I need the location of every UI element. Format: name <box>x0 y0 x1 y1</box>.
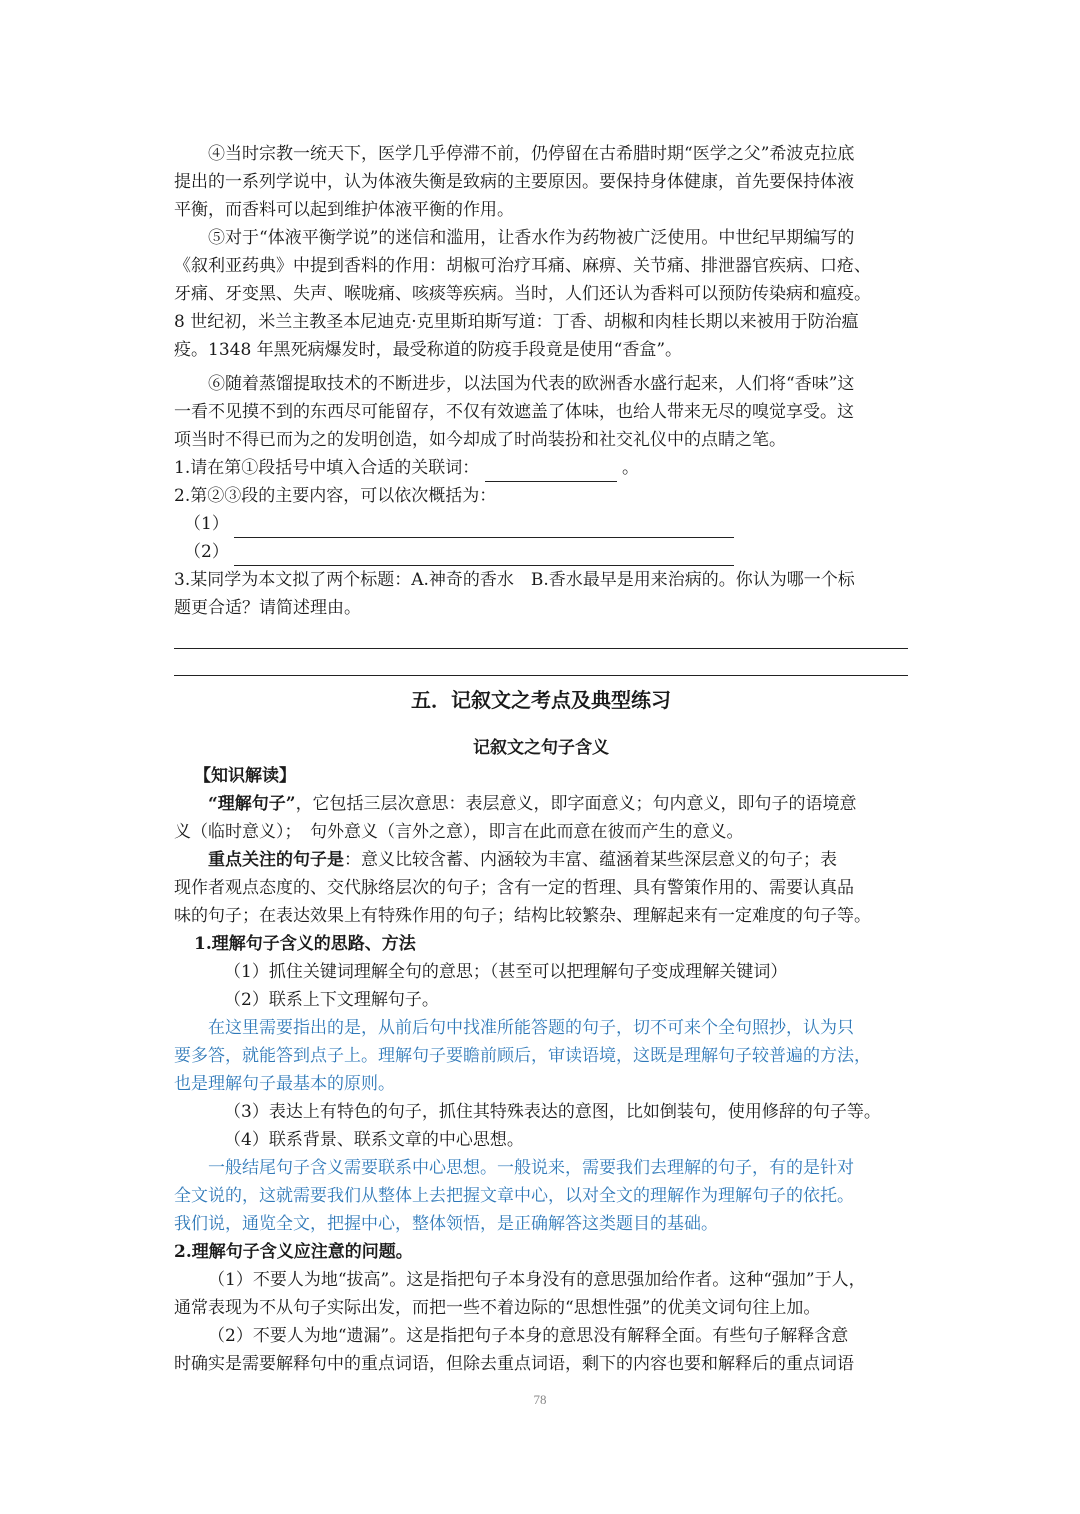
heading-1: 1.理解句子含义的思路、方法 <box>194 934 416 954</box>
text-line: 提出的一系列学说中，认为体液失衡是致病的主要原因。要保持身体健康，首先要保持体液 <box>174 172 854 192</box>
text-line: 牙痛、牙变黑、失声、喉咙痛、咳痰等疾病。当时，人们还认为香料可以预防传染病和瘟疫。 <box>174 284 871 304</box>
paragraph-4 <box>174 140 908 224</box>
text-line: 要多答，就能答到点子上。理解句子要瞻前顾后，审读语境，这既是理解句子较普遍的方法， <box>174 1046 871 1066</box>
text-line: 时确实是需要解释句中的重点词语，但除去重点词语，剩下的内容也要和解释后的重点词语 <box>174 1354 854 1374</box>
question-2-item-1 <box>174 510 908 538</box>
paragraph-6 <box>174 370 908 454</box>
text-span: ：意义比较含蓄、内涵较为丰富、蕴涵着某些深层意义的句子；表 <box>344 850 837 870</box>
question-1-end: 。 <box>622 458 640 478</box>
question-2: 2.第②③段的主要内容，可以依次概括为： <box>174 486 497 506</box>
note-2 <box>174 1322 908 1378</box>
text-line: ⑥随着蒸馏提取技术的不断进步，以法国为代表的欧洲香水盛行起来，人们将“香味”这 <box>208 374 855 394</box>
answer-line-3a[interactable] <box>174 622 908 649</box>
text-line: 3.某同学为本文拟了两个标题：A.神奇的香水 B.香水最早是用来治病的。你认为哪一个标 <box>174 570 855 590</box>
section-title: 五．记叙文之考点及典型练习 <box>411 688 671 712</box>
method-1: （1）抓住关键词理解全句的意思；（甚至可以把理解句子变成理解关键词） <box>224 962 788 982</box>
text-line: 8 世纪初，米兰主教圣本尼迪克·克里斯珀斯写道：丁香、胡椒和肉桂长期以来被用于防治瘟 <box>174 312 859 332</box>
text-line: 现作者观点态度的、交代脉络层次的句子；含有一定的哲理、具有警策作用的、需要认真品 <box>174 878 854 898</box>
text-line: ⑤对于“体液平衡学说”的迷信和滥用，让香水作为药物被广泛使用。中世纪早期编写的 <box>208 228 855 248</box>
blue-note-2 <box>174 1154 908 1238</box>
text-line: 也是理解句子最基本的原则。 <box>174 1074 395 1094</box>
understand-paragraph <box>174 790 908 846</box>
text-line: （1）不要人为地“拔高”。这是指把句子本身没有的意思强加给作者。这种“强加”于人， <box>208 1270 866 1290</box>
text-line: 平衡，而香料可以起到维护体液平衡的作用。 <box>174 200 514 220</box>
document-page <box>174 140 908 1378</box>
text-line: 义（临时意义）； 句外意义（言外之意），即言在此而意在彼而产生的意义。 <box>174 822 744 842</box>
blue-note-1 <box>174 1014 908 1098</box>
question-3 <box>174 566 908 622</box>
question-1 <box>174 454 908 482</box>
text-line: 味的句子；在表达效果上有特殊作用的句子；结构比较繁杂、理解起来有一定难度的句子等。 <box>174 906 871 926</box>
text-line: 全文说的，这就需要我们从整体上去把握文章中心，以对全文的理解作为理解句子的依托。 <box>174 1186 854 1206</box>
method-3: （3）表达上有特色的句子，抓住其特殊表达的意图，比如倒装句，使用修辞的句子等。 <box>224 1102 881 1122</box>
focus-paragraph <box>174 846 908 930</box>
page-number: 78 <box>533 1392 547 1407</box>
text-line: 我们说，通览全文，把握中心，整体领悟，是正确解答这类题目的基础。 <box>174 1214 718 1234</box>
text-line: 疫。1348 年黑死病爆发时，最受称道的防疫手段竟是使用“香盒”。 <box>174 340 683 360</box>
question-2-item-2 <box>174 538 908 566</box>
section-subtitle: 记叙文之句子含义 <box>473 738 609 758</box>
text-line: 《叙利亚药典》中提到香料的作用：胡椒可治疗耳痛、麻痹、关节痛、排泄器官疾病、口疮、 <box>174 256 871 276</box>
method-4: （4）联系背景、联系文章的中心思想。 <box>224 1130 524 1150</box>
bold-term: “理解句子” <box>208 794 296 814</box>
note-1 <box>174 1266 908 1322</box>
text-span: ，它包括三层次意思：表层意义，即字面意义；句内意义，即句子的语境意 <box>295 794 857 814</box>
text-line <box>174 846 908 874</box>
item-label: （2） <box>184 542 229 562</box>
paragraph-5 <box>174 224 908 364</box>
heading-2: 2.理解句子含义应注意的问题。 <box>174 1242 413 1262</box>
text-line: （2）不要人为地“遗漏”。这是指把句子本身的意思没有解释全面。有些句子解释含意 <box>208 1326 849 1346</box>
item-label: （1） <box>184 514 229 534</box>
answer-line-2a[interactable] <box>234 517 734 538</box>
knowledge-tag: 【知识解读】 <box>194 766 296 786</box>
text-line: 题更合适？请简述理由。 <box>174 598 361 618</box>
answer-line-2b[interactable] <box>234 545 734 566</box>
text-line: 一般结尾句子含义需要联系中心思想。一般说来，需要我们去理解的句子，有的是针对 <box>208 1158 854 1178</box>
text-line: 通常表现为不从句子实际出发，而把一些不着边际的“思想性强”的优美文词句往上加。 <box>174 1298 821 1318</box>
text-line: 一看不见摸不到的东西尽可能留存，不仅有效遮盖了体味，也给人带来无尽的嗅觉享受。这 <box>174 402 854 422</box>
text-line: 项当时不得已而为之的发明创造，如今却成了时尚装扮和社交礼仪中的点睛之笔。 <box>174 430 786 450</box>
answer-blank-1[interactable] <box>485 461 617 482</box>
text-line: 在这里需要指出的是，从前后句中找准所能答题的句子，切不可来个全句照抄，认为只 <box>208 1018 854 1038</box>
method-2: （2）联系上下文理解句子。 <box>224 990 439 1010</box>
bold-term: 重点关注的句子是 <box>208 850 344 870</box>
answer-line-3b[interactable] <box>174 649 908 676</box>
text-line: ④当时宗教一统天下，医学几乎停滞不前，仍停留在古希腊时期“医学之父”希波克拉底 <box>208 144 855 164</box>
question-1-text: 1.请在第①段括号中填入合适的关联词： <box>174 458 480 478</box>
text-line <box>174 790 908 818</box>
